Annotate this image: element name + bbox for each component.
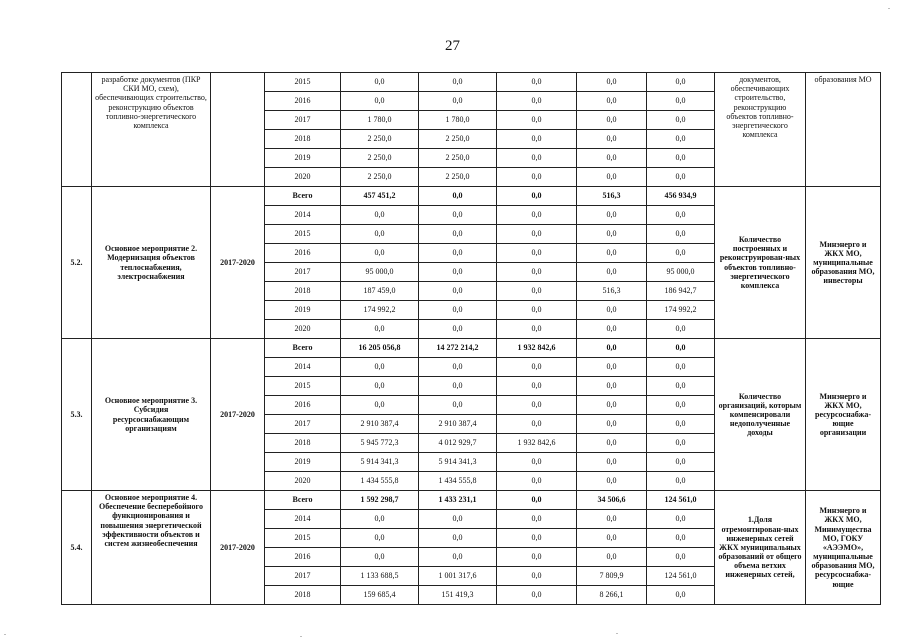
- cell-total: 457 451,2: [341, 187, 419, 206]
- cell-c3: 0,0: [577, 434, 647, 453]
- cell-c2: 0,0: [497, 472, 577, 491]
- section-indicator: 1.Доля отремонтирован-ных инженерных сетей ЖКХ муниципальных образований от общего объема ветхих инженерных сетей,: [715, 491, 806, 605]
- row-year: 2016: [265, 396, 341, 415]
- scan-speck: .: [888, 2, 890, 11]
- cell-c1: 1 433 231,1: [419, 491, 497, 510]
- cell-c4: 0,0: [647, 586, 715, 605]
- section-executors: Минэнерго и ЖКХ МО, Минимущества МО, ГОКУ «АЭЭМО», муниципальные образования МО, ресурсоснабжа-ющие: [806, 491, 881, 605]
- cell-c4: 0,0: [647, 168, 715, 187]
- cell-c3: 0,0: [577, 472, 647, 491]
- row-year: 2017: [265, 111, 341, 130]
- cell-c2: 0,0: [497, 358, 577, 377]
- cell-c1: 1 780,0: [419, 111, 497, 130]
- cell-c4: 0,0: [647, 453, 715, 472]
- cell-c3: 0,0: [577, 130, 647, 149]
- table-row: [62, 339, 881, 358]
- cell-total: 159 685,4: [341, 586, 419, 605]
- cell-c3: 516,3: [577, 282, 647, 301]
- row-year: 2016: [265, 92, 341, 111]
- cell-c4: 0,0: [647, 548, 715, 567]
- cell-c1: 0,0: [419, 548, 497, 567]
- table-body: [62, 73, 881, 605]
- cell-total: 0,0: [341, 206, 419, 225]
- cell-c1: 0,0: [419, 187, 497, 206]
- cell-c4: 95 000,0: [647, 263, 715, 282]
- section-code: 5.4.: [62, 491, 92, 605]
- cell-c3: 8 266,1: [577, 586, 647, 605]
- cell-total: 5 945 772,3: [341, 434, 419, 453]
- section-indicator: документов, обеспечивающих строительство, реконструкцию объектов топливно-энергетического комплекса: [715, 73, 806, 187]
- cell-total: 2 250,0: [341, 149, 419, 168]
- section-indicator: Количество построенных и реконструирован-ных объектов топливно-энергетического комплекса: [715, 187, 806, 339]
- cell-total: 1 780,0: [341, 111, 419, 130]
- cell-c1: 0,0: [419, 263, 497, 282]
- cell-c2: 0,0: [497, 149, 577, 168]
- cell-c1: 0,0: [419, 92, 497, 111]
- cell-c3: 34 506,6: [577, 491, 647, 510]
- cell-c1: 0,0: [419, 282, 497, 301]
- cell-c1: 0,0: [419, 206, 497, 225]
- cell-c4: 0,0: [647, 510, 715, 529]
- cell-c1: 0,0: [419, 396, 497, 415]
- cell-c4: 0,0: [647, 415, 715, 434]
- cell-c4: 0,0: [647, 396, 715, 415]
- cell-c2: 0,0: [497, 187, 577, 206]
- cell-c1: 0,0: [419, 358, 497, 377]
- cell-total: 0,0: [341, 92, 419, 111]
- cell-c2: 0,0: [497, 586, 577, 605]
- section-name: Основное мероприятие 2. Модернизация объектов теплоснабжения, электроснабжения: [92, 187, 211, 339]
- cell-c1: 5 914 341,3: [419, 453, 497, 472]
- cell-c4: 0,0: [647, 377, 715, 396]
- cell-c2: 0,0: [497, 320, 577, 339]
- cell-total: 174 992,2: [341, 301, 419, 320]
- row-year: 2015: [265, 377, 341, 396]
- cell-c3: 0,0: [577, 415, 647, 434]
- cell-c2: 0,0: [497, 548, 577, 567]
- cell-c3: 0,0: [577, 510, 647, 529]
- row-year: 2020: [265, 168, 341, 187]
- cell-c2: 0,0: [497, 491, 577, 510]
- cell-c3: 0,0: [577, 263, 647, 282]
- cell-c4: 0,0: [647, 225, 715, 244]
- cell-total: 0,0: [341, 529, 419, 548]
- cell-c3: 0,0: [577, 358, 647, 377]
- cell-c3: 0,0: [577, 92, 647, 111]
- cell-c4: 0,0: [647, 73, 715, 92]
- section-executors: Минэнерго и ЖКХ МО, муниципальные образования МО, инвесторы: [806, 187, 881, 339]
- cell-c1: 2 250,0: [419, 149, 497, 168]
- cell-total: 0,0: [341, 73, 419, 92]
- cell-c3: 0,0: [577, 339, 647, 358]
- cell-c3: 0,0: [577, 453, 647, 472]
- cell-c2: 0,0: [497, 529, 577, 548]
- row-year: 2019: [265, 149, 341, 168]
- section-name: Основное мероприятие 3. Субсидия ресурсоснабжающим организациям: [92, 339, 211, 491]
- cell-c4: 0,0: [647, 472, 715, 491]
- row-year: 2018: [265, 434, 341, 453]
- cell-c1: 151 419,3: [419, 586, 497, 605]
- row-year: 2016: [265, 244, 341, 263]
- cell-c3: 0,0: [577, 377, 647, 396]
- cell-total: 187 459,0: [341, 282, 419, 301]
- row-year: 2015: [265, 225, 341, 244]
- section-executors: образования МО: [806, 73, 881, 187]
- section-code: [62, 73, 92, 187]
- cell-total: 0,0: [341, 225, 419, 244]
- cell-c2: 0,0: [497, 73, 577, 92]
- cell-total: 1 592 298,7: [341, 491, 419, 510]
- cell-total: 0,0: [341, 358, 419, 377]
- row-year: 2017: [265, 567, 341, 586]
- cell-c3: 0,0: [577, 320, 647, 339]
- cell-c2: 0,0: [497, 377, 577, 396]
- row-year: 2020: [265, 472, 341, 491]
- cell-c2: 1 932 842,6: [497, 434, 577, 453]
- cell-c2: 0,0: [497, 567, 577, 586]
- cell-c1: 0,0: [419, 244, 497, 263]
- section-period: 2017-2020: [211, 187, 265, 339]
- cell-c3: 0,0: [577, 111, 647, 130]
- cell-c4: 0,0: [647, 339, 715, 358]
- cell-total: 0,0: [341, 396, 419, 415]
- cell-c3: 516,3: [577, 187, 647, 206]
- table-row: [62, 491, 881, 510]
- cell-c1: 2 910 387,4: [419, 415, 497, 434]
- cell-c1: 0,0: [419, 529, 497, 548]
- cell-total: 95 000,0: [341, 263, 419, 282]
- cell-c2: 0,0: [497, 244, 577, 263]
- section-executors: Минэнерго и ЖКХ МО, ресурсоснабжа-ющие организации: [806, 339, 881, 491]
- row-year: 2018: [265, 586, 341, 605]
- cell-c2: 0,0: [497, 225, 577, 244]
- row-year: 2015: [265, 529, 341, 548]
- cell-c4: 0,0: [647, 434, 715, 453]
- cell-c2: 0,0: [497, 168, 577, 187]
- cell-c4: 456 934,9: [647, 187, 715, 206]
- row-year: 2016: [265, 548, 341, 567]
- cell-c2: 0,0: [497, 111, 577, 130]
- cell-c2: 1 932 842,6: [497, 339, 577, 358]
- cell-c1: 1 001 317,6: [419, 567, 497, 586]
- row-year: 2020: [265, 320, 341, 339]
- row-year: 2018: [265, 282, 341, 301]
- cell-c1: 0,0: [419, 510, 497, 529]
- row-year: 2017: [265, 415, 341, 434]
- section-indicator: Количество организаций, которым компенсировали недополученные доходы: [715, 339, 806, 491]
- row-year: 2015: [265, 73, 341, 92]
- section-name: Основное мероприятие 4. Обеспечение бесперебойного функционирования и повышения энергетической эффективности объектов и систем жизнеобеспечения: [92, 491, 211, 605]
- cell-total: 0,0: [341, 377, 419, 396]
- row-year: 2014: [265, 358, 341, 377]
- cell-total: 16 205 056,8: [341, 339, 419, 358]
- cell-total: 1 133 688,5: [341, 567, 419, 586]
- cell-total: 0,0: [341, 244, 419, 263]
- cell-total: 0,0: [341, 548, 419, 567]
- cell-c1: 0,0: [419, 225, 497, 244]
- cell-c2: 0,0: [497, 206, 577, 225]
- cell-c1: 2 250,0: [419, 168, 497, 187]
- cell-c4: 0,0: [647, 149, 715, 168]
- cell-c3: 7 809,9: [577, 567, 647, 586]
- cell-c3: 0,0: [577, 225, 647, 244]
- cell-c2: 0,0: [497, 92, 577, 111]
- cell-total: 2 250,0: [341, 130, 419, 149]
- cell-c2: 0,0: [497, 301, 577, 320]
- row-year: 2014: [265, 206, 341, 225]
- cell-c3: 0,0: [577, 168, 647, 187]
- cell-c4: 0,0: [647, 529, 715, 548]
- cell-c1: 0,0: [419, 320, 497, 339]
- program-table-wrapper: [61, 72, 881, 605]
- cell-c1: 4 012 929,7: [419, 434, 497, 453]
- cell-c3: 0,0: [577, 396, 647, 415]
- cell-total: 5 914 341,3: [341, 453, 419, 472]
- cell-total: 0,0: [341, 510, 419, 529]
- table-row: [62, 187, 881, 206]
- section-period: 2017-2020: [211, 339, 265, 491]
- cell-c1: 1 434 555,8: [419, 472, 497, 491]
- cell-c4: 174 992,2: [647, 301, 715, 320]
- cell-c3: 0,0: [577, 244, 647, 263]
- cell-c1: 0,0: [419, 377, 497, 396]
- cell-c2: 0,0: [497, 453, 577, 472]
- row-year: 2018: [265, 130, 341, 149]
- row-year: Всего: [265, 491, 341, 510]
- row-year: 2019: [265, 453, 341, 472]
- cell-c3: 0,0: [577, 149, 647, 168]
- cell-c4: 186 942,7: [647, 282, 715, 301]
- cell-total: 0,0: [341, 320, 419, 339]
- table-row: [62, 73, 881, 92]
- cell-c3: 0,0: [577, 301, 647, 320]
- cell-c1: 0,0: [419, 301, 497, 320]
- cell-c1: 0,0: [419, 73, 497, 92]
- cell-total: 2 910 387,4: [341, 415, 419, 434]
- cell-c2: 0,0: [497, 510, 577, 529]
- program-activities-table: [61, 72, 881, 605]
- cell-c3: 0,0: [577, 206, 647, 225]
- cell-c2: 0,0: [497, 130, 577, 149]
- row-year: Всего: [265, 187, 341, 206]
- row-year: Всего: [265, 339, 341, 358]
- section-code: 5.3.: [62, 339, 92, 491]
- cell-c4: 0,0: [647, 244, 715, 263]
- cell-c4: 0,0: [647, 130, 715, 149]
- cell-c4: 0,0: [647, 111, 715, 130]
- row-year: 2017: [265, 263, 341, 282]
- cell-c3: 0,0: [577, 73, 647, 92]
- section-period: [211, 73, 265, 187]
- row-year: 2019: [265, 301, 341, 320]
- cell-c4: 124 561,0: [647, 567, 715, 586]
- cell-c2: 0,0: [497, 263, 577, 282]
- cell-c3: 0,0: [577, 548, 647, 567]
- cell-c2: 0,0: [497, 282, 577, 301]
- cell-c4: 0,0: [647, 92, 715, 111]
- cell-total: 2 250,0: [341, 168, 419, 187]
- scan-speck: .: [300, 630, 302, 639]
- page-number: 27: [445, 38, 460, 54]
- section-name: разработке документов (ПКР СКИ МО, схем), обеспечивающих строительство, реконструкцию объектов топливно-энергетического комплекса: [92, 73, 211, 187]
- cell-c4: 0,0: [647, 206, 715, 225]
- scan-speck: .: [4, 628, 6, 637]
- cell-c2: 0,0: [497, 396, 577, 415]
- cell-c3: 0,0: [577, 529, 647, 548]
- section-period: 2017-2020: [211, 491, 265, 605]
- cell-c1: 14 272 214,2: [419, 339, 497, 358]
- row-year: 2014: [265, 510, 341, 529]
- cell-c2: 0,0: [497, 415, 577, 434]
- cell-c1: 2 250,0: [419, 130, 497, 149]
- cell-c4: 0,0: [647, 358, 715, 377]
- cell-c4: 124 561,0: [647, 491, 715, 510]
- cell-total: 1 434 555,8: [341, 472, 419, 491]
- cell-c4: 0,0: [647, 320, 715, 339]
- scan-speck: .: [616, 627, 618, 636]
- section-code: 5.2.: [62, 187, 92, 339]
